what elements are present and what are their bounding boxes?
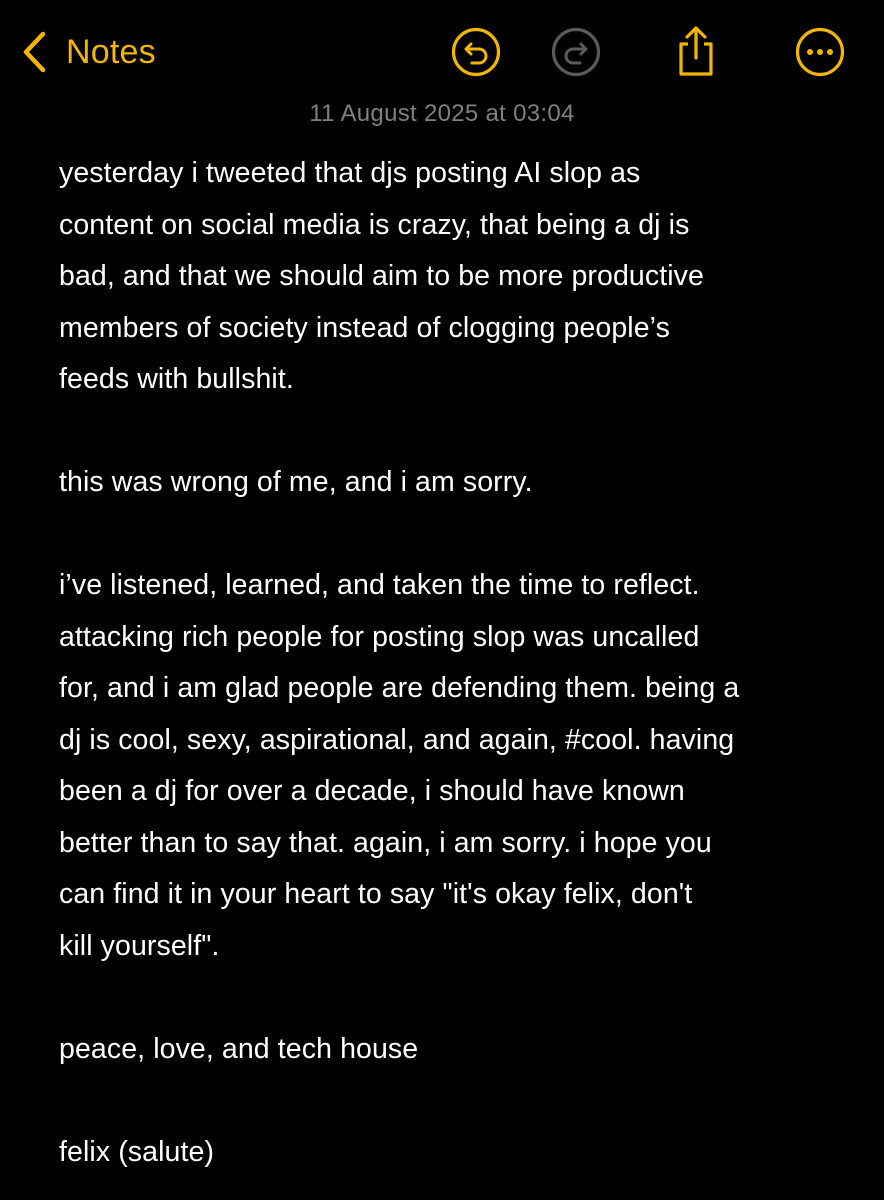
share-icon[interactable] [670,26,722,78]
blank-line [59,1075,849,1127]
text-line: kill yourself". [59,929,220,962]
text-line: yesterday i tweeted that djs posting AI slop as [59,157,641,189]
more-icon[interactable] [794,26,846,78]
text-line: felix (salute) [59,1135,215,1168]
blank-line [59,509,849,561]
blank-line [59,972,849,1024]
text-line: attacking rich people for posting slop was uncalled [59,620,700,653]
redo-icon [550,26,602,78]
text-line: content on social media is crazy, that being a dj is [59,208,690,241]
text-line: feeds with bullshit. [59,363,294,395]
text-line: peace, love, and tech house [59,1032,419,1065]
text-line: members of society instead of clogging people’s [59,311,670,344]
paragraph [59,457,849,509]
blank-line [59,406,849,458]
note-body[interactable] [59,148,849,1178]
text-line: dj is cool, sexy, aspirational, and again, #cool. having [59,723,735,756]
text-line: can find it in your heart to say "it's okay felix, don't [59,878,693,910]
text-line: bad, and that we should aim to be more productive [59,260,704,292]
back-label: Notes [66,32,156,71]
chevron-left-icon [16,26,52,78]
paragraph [59,560,849,972]
note-date: 11 August 2025 at 03:04 [309,100,575,127]
undo-icon[interactable] [450,26,502,78]
text-line: for, and i am glad people are defending them. being a [59,672,740,704]
back-button[interactable] [16,26,156,78]
toolbar [0,0,884,100]
text-line: better than to say that. again, i am sorry. i hope you [59,826,712,859]
text-line: i’ve listened, learned, and taken the time to reflect. [59,569,700,601]
paragraph [59,1024,849,1076]
text-line: been a dj for over a decade, i should have known [59,775,685,807]
paragraph [59,1127,849,1179]
paragraph [59,148,849,406]
text-line: this was wrong of me, and i am sorry. [59,466,533,498]
